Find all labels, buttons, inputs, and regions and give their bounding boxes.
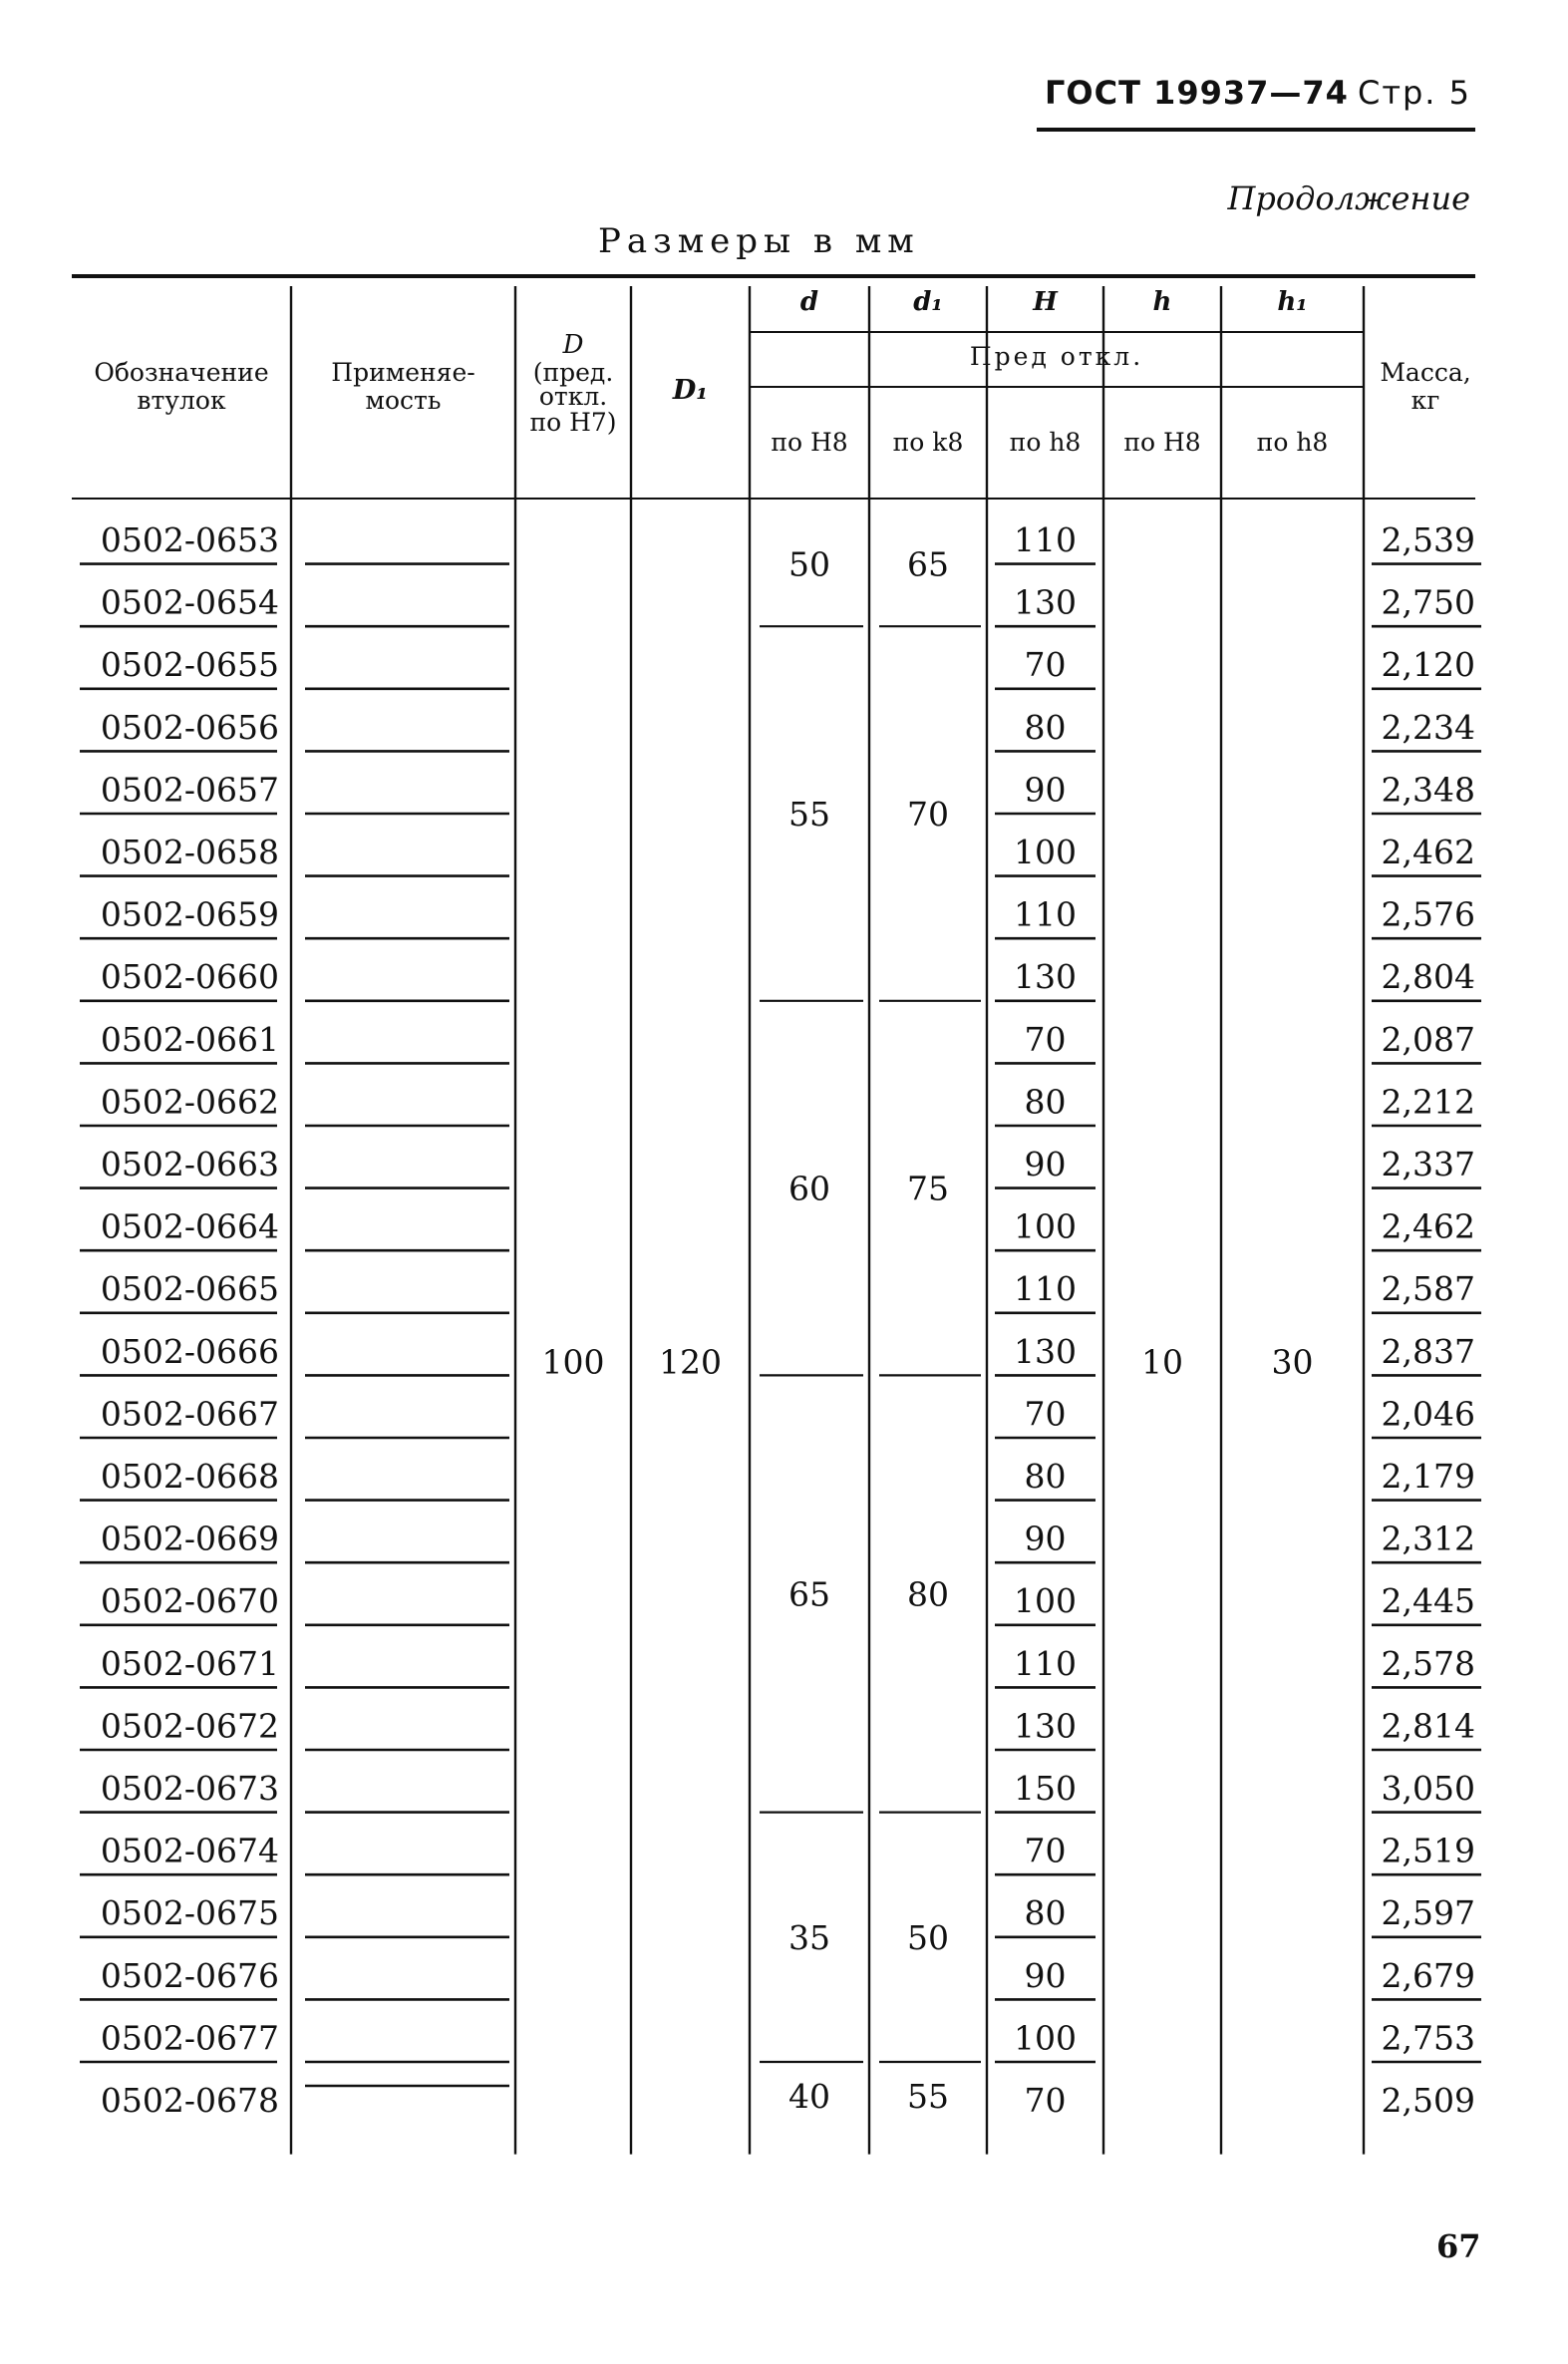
common-h1: 30 [1271,1342,1314,1382]
common-h: 10 [1141,1342,1183,1382]
row-H: 110 [1014,894,1077,934]
row-mass: 2,750 [1381,582,1475,622]
group-d: 55 [788,795,830,834]
row-mass: 2,587 [1381,1269,1475,1309]
row-H: 130 [1014,957,1077,997]
row-code: 0502-0676 [100,1955,279,1995]
page-number: 67 [1436,2227,1481,2265]
row-code: 0502-0662 [100,1082,279,1122]
common-D: 100 [541,1342,605,1382]
row-H: 100 [1014,1206,1077,1246]
header-tol-d1: по k8 [892,428,964,457]
row-mass: 2,179 [1381,1457,1475,1496]
row-mass: 2,539 [1381,520,1475,559]
row-code: 0502-0660 [100,957,279,997]
row-mass: 2,046 [1381,1394,1475,1434]
row-H: 70 [1024,1394,1067,1434]
row-mass: 2,519 [1381,1831,1475,1870]
group-d: 50 [788,544,830,584]
row-H: 70 [1024,645,1067,685]
row-mass: 2,445 [1381,1581,1475,1621]
header-D: по H7) [529,408,617,437]
row-mass: 2,597 [1381,1893,1475,1933]
row-H: 80 [1024,707,1067,747]
row-H: 100 [1014,833,1077,871]
standard-number: ГОСТ 19937—74 [1045,74,1349,112]
row-H: 100 [1014,1581,1077,1621]
row-mass: 2,348 [1381,770,1475,810]
row-code: 0502-0671 [100,1643,279,1683]
row-code: 0502-0656 [100,707,279,747]
row-H: 130 [1014,582,1077,622]
row-H: 80 [1024,1893,1067,1933]
row-mass: 3,050 [1381,1769,1475,1808]
row-H: 70 [1024,1019,1067,1059]
row-H: 90 [1024,1145,1067,1183]
header-applicability: мость [365,386,442,415]
header-tol-d: по H8 [771,428,848,457]
row-code: 0502-0653 [100,520,279,559]
group-d: 60 [788,1169,830,1208]
row-H: 100 [1014,2018,1077,2058]
header-designation: Обозначение [94,358,269,387]
group-d1: 65 [907,544,949,584]
row-H: 110 [1014,1643,1077,1683]
row-mass: 2,578 [1381,1643,1475,1683]
group-d1: 70 [907,795,949,834]
row-H: 80 [1024,1082,1067,1122]
row-mass: 2,462 [1381,1206,1475,1246]
row-code: 0502-0670 [100,1581,279,1621]
row-mass: 2,804 [1381,957,1475,997]
header-tol-h: по H8 [1123,428,1201,457]
header-H: H [1033,287,1058,317]
row-code: 0502-0659 [100,894,279,934]
row-code: 0502-0674 [100,1831,279,1870]
header-D: (пред. [532,358,614,387]
row-H: 110 [1014,1269,1077,1309]
row-code: 0502-0658 [100,833,279,871]
common-D1: 120 [659,1342,722,1382]
header-tol-H: по h8 [1009,428,1082,457]
row-H: 150 [1014,1769,1077,1808]
header-d1: d₁ [913,287,943,317]
group-d: 40 [788,2077,830,2116]
row-mass: 2,576 [1381,894,1475,934]
row-mass: 2,087 [1381,1019,1475,1059]
header-D: D [562,330,584,360]
row-H: 70 [1024,2081,1067,2120]
row-code: 0502-0668 [100,1457,279,1496]
header-mass: кг [1411,386,1440,415]
row-code: 0502-0661 [100,1019,279,1059]
row-code: 0502-0675 [100,1893,279,1933]
row-H: 110 [1014,520,1077,559]
row-code: 0502-0664 [100,1206,279,1246]
row-mass: 2,337 [1381,1145,1475,1183]
row-code: 0502-0665 [100,1269,279,1309]
header-d: d [799,287,819,317]
row-code: 0502-0669 [100,1519,279,1558]
row-code: 0502-0673 [100,1769,279,1808]
group-d: 35 [788,1917,830,1957]
row-code: 0502-0666 [100,1331,279,1371]
row-mass: 2,753 [1381,2018,1475,2058]
group-d1: 75 [907,1169,949,1208]
row-code: 0502-0678 [100,2081,279,2120]
header-applicability: Применяе- [331,358,475,387]
row-H: 130 [1014,1706,1077,1746]
row-H: 80 [1024,1457,1067,1496]
page-label: Стр. 5 [1358,74,1471,112]
row-mass: 2,312 [1381,1519,1475,1558]
header-tol-h1: по h8 [1256,428,1329,457]
header-h: h [1152,287,1172,317]
row-code: 0502-0677 [100,2018,279,2058]
header-designation: втулок [137,386,226,415]
row-mass: 2,212 [1381,1082,1475,1122]
row-H: 90 [1024,1955,1067,1995]
header-tolerance-group: Пред откл. [969,342,1144,371]
row-code: 0502-0667 [100,1394,279,1434]
row-code: 0502-0663 [100,1145,279,1183]
header-D: откл. [538,382,608,411]
row-mass: 2,837 [1381,1331,1475,1371]
row-code: 0502-0672 [100,1706,279,1746]
group-d1: 80 [907,1574,949,1614]
row-mass: 2,120 [1381,645,1475,685]
row-mass: 2,679 [1381,1955,1475,1995]
row-H: 130 [1014,1331,1077,1371]
row-mass: 2,234 [1381,707,1475,747]
row-H: 90 [1024,1519,1067,1558]
row-code: 0502-0655 [100,645,279,685]
header-D1: D₁ [672,375,709,406]
row-H: 90 [1024,770,1067,810]
row-mass: 2,462 [1381,833,1475,871]
header-h1: h₁ [1277,287,1308,317]
header-mass: Масса, [1380,358,1471,387]
row-code: 0502-0654 [100,582,279,622]
units-caption: Размеры в мм [598,221,920,261]
row-mass: 2,509 [1381,2081,1475,2120]
row-mass: 2,814 [1381,1706,1475,1746]
group-d1: 55 [907,2077,949,2116]
row-H: 70 [1024,1831,1067,1870]
continuation-label: Продолжение [1227,179,1470,217]
group-d: 65 [788,1574,830,1614]
row-code: 0502-0657 [100,770,279,810]
group-d1: 50 [907,1917,949,1957]
